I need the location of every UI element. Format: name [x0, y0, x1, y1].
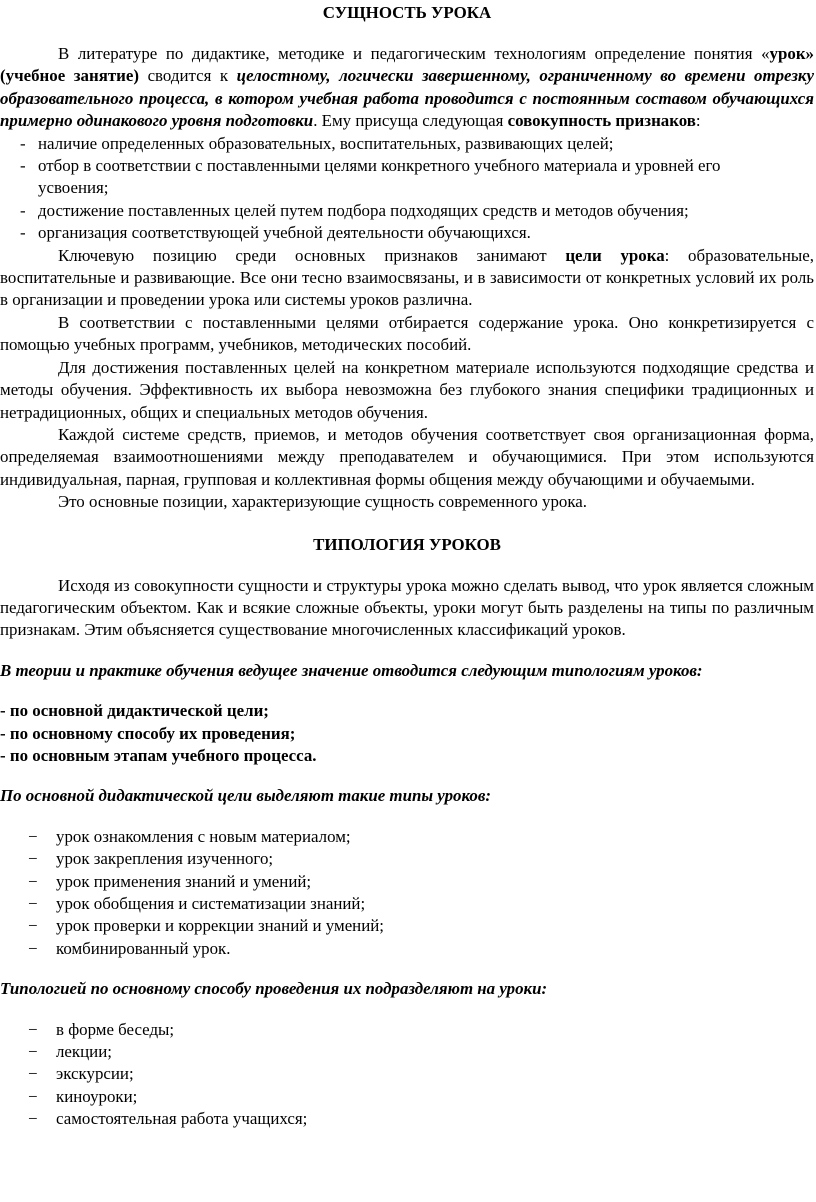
by-method-list	[0, 1019, 814, 1131]
paragraph-goals: Ключевую позицию среди основных признаков занимают цели урока: образовательные, воспитательные и развивающие. Все они тесно взаимосвязаны, и в зависимости от конкретных условий их роль в организации и проведении урока или системы уроков различна.	[0, 245, 814, 310]
term-lesson: урок» (учебное занятие)	[0, 44, 814, 86]
typology-lead: В теории и практике обучения ведущее значение отводится следующим типологиям уроков:	[0, 660, 703, 680]
list-item: − урок ознакомления с новым материалом;	[28, 826, 351, 846]
list-item: − экскурсии;	[28, 1064, 134, 1084]
typology-list	[0, 700, 814, 767]
list-item: - по основной дидактической цели;	[0, 701, 269, 721]
list-item: − урок применения знаний и умений;	[28, 871, 312, 891]
list-item: − урок закрепления изученного;	[28, 849, 274, 869]
list-item: - по основному способу их проведения;	[0, 723, 296, 743]
paragraph-intro: В литературе по дидактике, методике и педагогическим технологиям определение понятия «урок» (учебное занятие) сводится к целостному, логически завершенному, ограниченному во времени отрезку образовательного процесса, в котором учебная работа проводится с постоянным составом обучающихся примерно одинакового уровня подготовки. Ему присуща следующая совокупность признаков:	[0, 44, 814, 131]
list-item: − урок обобщения и систематизации знаний;	[28, 893, 366, 913]
by-goal-heading: По основной дидактической цели выделяют такие типы уроков:	[0, 786, 491, 806]
list-item: - организация соответствующей учебной деятельности обучающихся.	[20, 223, 531, 243]
list-item: - по основным этапам учебного процесса.	[0, 745, 317, 765]
list-item: − самостоятельная работа учащихся;	[28, 1109, 308, 1129]
list-item: − в форме беседы;	[28, 1019, 175, 1039]
list-item: − комбинированный урок.	[28, 938, 231, 958]
paragraph-typology-intro: Исходя из совокупности сущности и структуры урока можно сделать вывод, что урок является сложным педагогическим объектом. Как и всякие сложные объекты, уроки могут быть разделены на типы по различным признакам. Этим объясняется существование многочисленных классификаций уроков.	[0, 575, 814, 640]
list-item: - отбор в соответствии с поставленными целями конкретного учебного материала и уровней его усвоения;	[20, 156, 721, 198]
paragraph-methods: Для достижения поставленных целей на конкретном материале используются подходящие средства и методы обучения. Эффективность их выбора невозможна без глубокого знания специфики традиционных и нетрадиционных, общих и специальных методов обучения.	[0, 357, 814, 422]
list-item: − урок проверки и коррекции знаний и умений;	[28, 916, 384, 936]
list-item: − киноуроки;	[28, 1086, 138, 1106]
lesson-definition: целостному, логически завершенному, ограниченному во времени отрезку образовательного процесса, в котором учебная работа проводится с постоянным составом обучающихся примерно одинакового уровня подготовки	[0, 66, 814, 131]
paragraph-summary: Это основные позиции, характеризующие сущность современного урока.	[58, 492, 588, 512]
features-list	[0, 133, 814, 245]
title-essence: СУЩНОСТЬ УРОКА	[322, 3, 492, 22]
term-features: совокупность признаков	[507, 111, 696, 131]
term-goals: цели урока	[565, 245, 665, 265]
by-method-heading: Типологией по основному способу проведения их подразделяют на уроки:	[0, 979, 548, 999]
list-item: - достижение поставленных целей путем подбора подходящих средств и методов обучения;	[20, 200, 689, 220]
title-typology: ТИПОЛОГИЯ УРОКОВ	[313, 534, 501, 554]
paragraph-forms: Каждой системе средств, приемов, и методов обучения соответствует своя организационная форма, определяемая взаимоотношениями между преподавателем и обучающимися. При этом используются индивидуальная, парная, групповая и коллективная формы общения между обучающими и обучаемыми.	[0, 424, 814, 489]
list-item: - наличие определенных образовательных, воспитательных, развивающих целей;	[20, 133, 614, 153]
paragraph-content: В соответствии с поставленными целями отбирается содержание урока. Оно конкретизируется с помощью учебных программ, учебников, методических пособий.	[0, 312, 814, 355]
by-goal-list	[0, 826, 814, 960]
list-item: − лекции;	[28, 1041, 112, 1061]
